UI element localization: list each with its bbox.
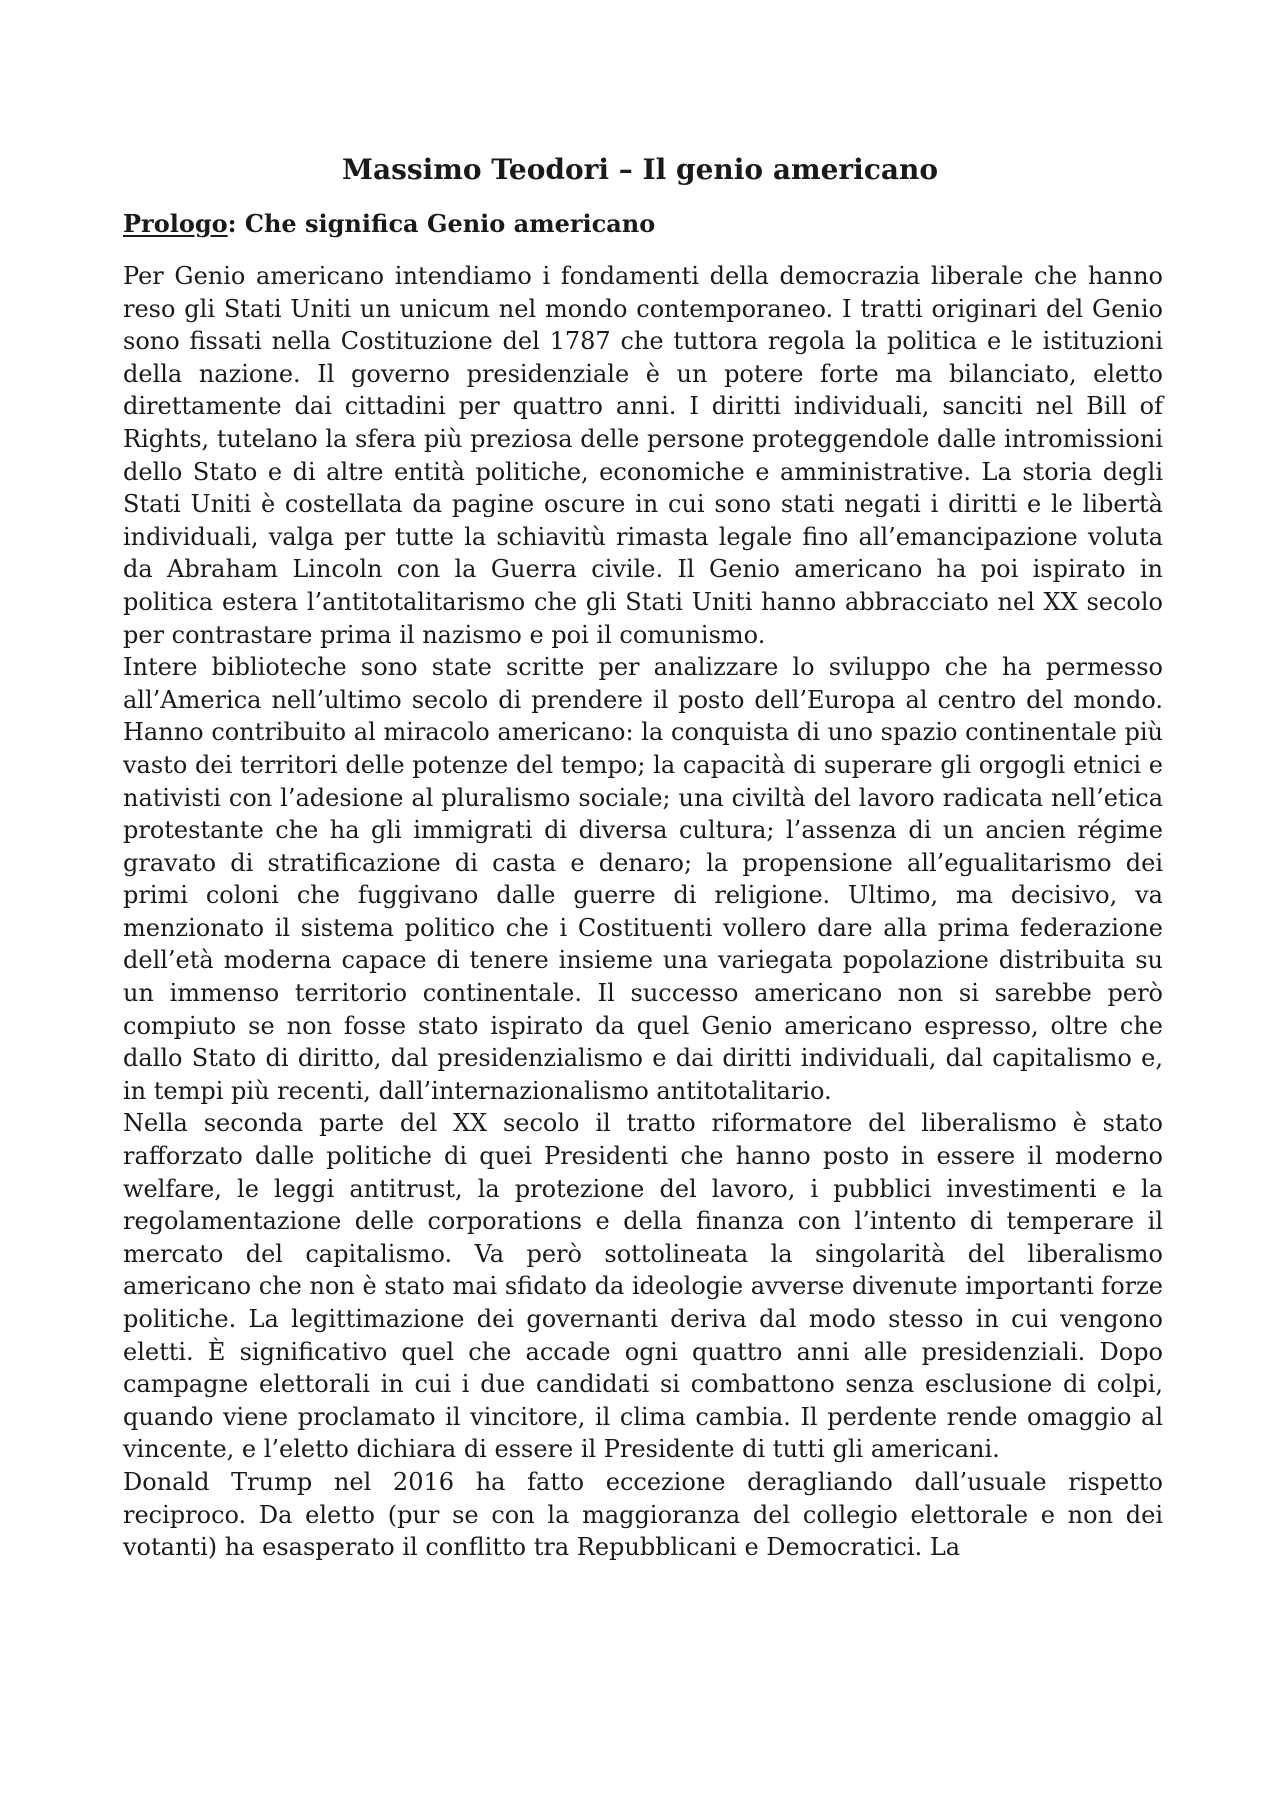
paragraph-4: Donald Trump nel 2016 ha fatto eccezione deragliando dall’usuale rispetto reciproco. Da eletto (pur se con la maggioranza del collegio elettorale e non dei votanti) ha esasperato il conflitto tra Repubblicani e Democratici. La bbox=[123, 1467, 1163, 1562]
paragraph-3: Nella seconda parte del XX secolo il tratto riformatore del liberalismo è stato rafforzato dalle politiche di quei Presidenti che hanno posto in essere il moderno welfare, le leggi antitrust, la protezione del lavoro, i pubblici investimenti e la regolamentazione delle corporations e della finanza con l’intento di temperare il mercato del capitalismo. Va però sottolineata la singolarità del liberalismo americano che non è stato mai sfidato da ideologie avverse divenute importanti forze politiche. La legittimazione dei governanti deriva dal modo stesso in cui vengono eletti. È significativo quel che accade ogni quattro anni alle presidenziali. Dopo campagne elettorali in cui i due candidati si combattono senza esclusione di colpi, quando viene proclamato il vincitore, il clima cambia. Il perdente rende omaggio al vincente, e l’eletto dichiara di essere il Presidente di tutti gli americani. bbox=[123, 1109, 1163, 1464]
paragraph-2: Intere biblioteche sono state scritte per analizzare lo sviluppo che ha permesso all’America nell’ultimo secolo di prendere il posto dell’Europa al centro del mondo. Hanno contribuito al miracolo americano: la conquista di uno spazio continentale più vasto dei territori delle potenze del tempo; la capacità di superare gli orgogli etnici e nativisti con l’adesione al pluralismo sociale; una civiltà del lavoro radicata nell’etica protestante che ha gli immigrati di diversa cultura; l’assenza di un ancien régime gravato di stratificazione di casta e denaro; la propensione all’egualitarismo dei primi coloni che fuggivano dalle guerre di religione. Ultimo, ma decisivo, va menzionato il sistema politico che i Costituenti vollero dare alla prima federazione dell’età moderna capace di tenere insieme una variegata popolazione distribuita su un immenso territorio continentale. Il successo americano non si sarebbe però compiuto se non fosse stato ispirato da quel Genio americano espresso, oltre che dallo Stato di diritto, dal presidenzialismo e dai diritti individuali, dal capitalismo e, in tempi più recenti, dall’internazionalismo antitotalitario. bbox=[123, 653, 1163, 1105]
document-body bbox=[123, 260, 1163, 1564]
section-label: Prologo bbox=[123, 209, 228, 238]
section-title: Che significa Genio americano bbox=[236, 209, 656, 238]
section-separator: : bbox=[227, 209, 237, 238]
paragraph-1: Per Genio americano intendiamo i fondamenti della democrazia liberale che hanno reso gli Stati Uniti un unicum nel mondo contemporaneo. I tratti originari del Genio sono fissati nella Costituzione del 1787 che tuttora regola la politica e le istituzioni della nazione. Il governo presidenziale è un potere forte ma bilanciato, eletto direttamente dai cittadini per quattro anni. I diritti individuali, sanciti nel Bill of Rights, tutelano la sfera più preziosa delle persone proteggendole dalle intromissioni dello Stato e di altre entità politiche, economiche e amministrative. La storia degli Stati Uniti è costellata da pagine oscure in cui sono stati negati i diritti e le libertà individuali, valga per tutte la schiavitù rimasta legale fino all’emancipazione voluta da Abraham Lincoln con la Guerra civile. Il Genio americano ha poi ispirato in politica estera l’antitotalitarismo che gli Stati Uniti hanno abbracciato nel XX secolo per contrastare prima il nazismo e poi il comunismo. bbox=[123, 262, 1163, 649]
document-title: Massimo Teodori – Il genio americano bbox=[341, 153, 939, 186]
section-heading bbox=[123, 208, 655, 240]
